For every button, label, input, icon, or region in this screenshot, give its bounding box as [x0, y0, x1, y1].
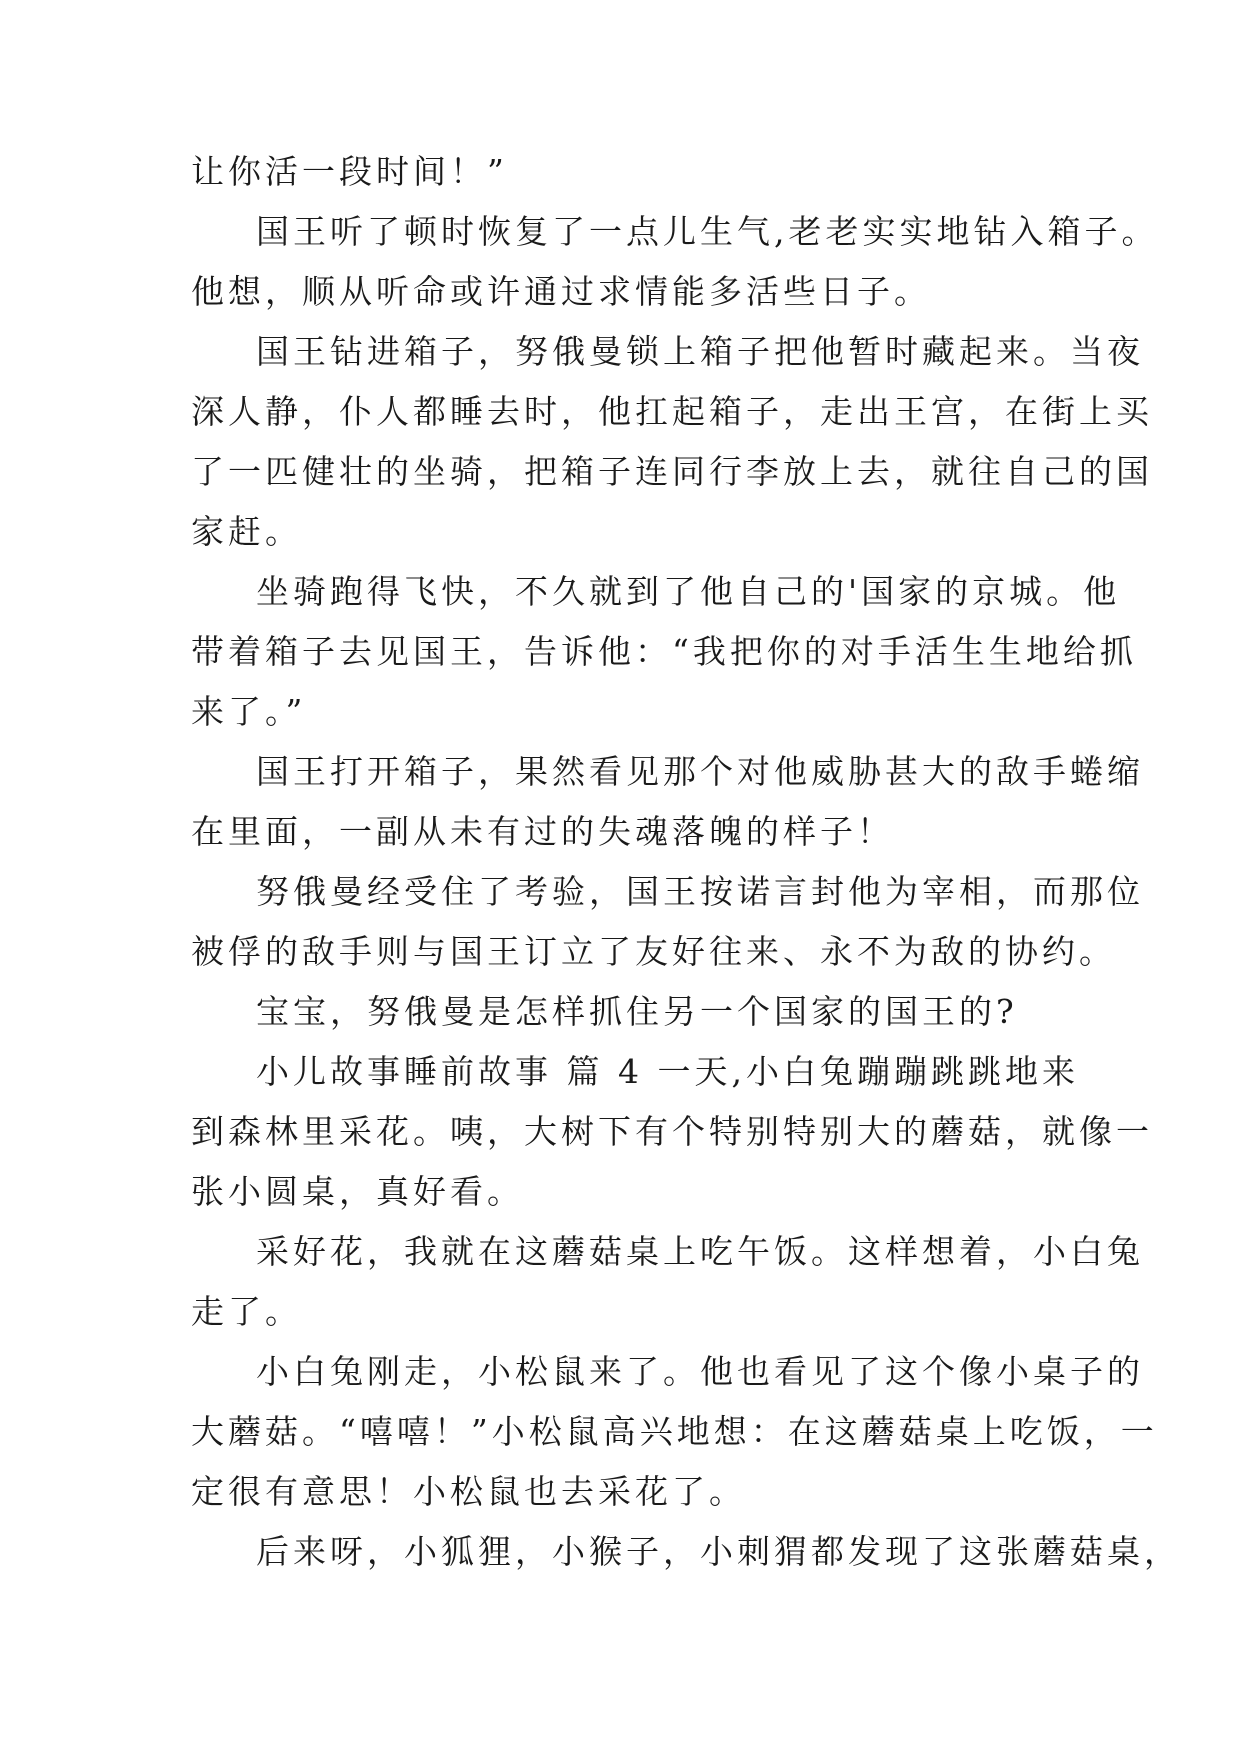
- paragraph-first-line: 国王打开箱子，果然看见那个对他威胁甚大的敌手蜷缩: [256, 752, 1144, 791]
- paragraph-first-line: 采好花，我就在这蘑菇桌上吃午饭。这样想着，小白兔: [256, 1232, 1144, 1271]
- text-line: 他想，顺从听命或许通过求情能多活些日子。: [191, 272, 931, 311]
- paragraph-first-line: 后来呀，小狐狸，小猴子，小刺猬都发现了这张蘑菇桌，: [256, 1532, 1181, 1571]
- paragraph-first-line: 努俄曼经受住了考验，国王按诺言封他为宰相，而那位: [256, 872, 1144, 911]
- paragraph-first-line: 国王听了顿时恢复了一点儿生气,老老实实地钻入箱子。: [256, 212, 1159, 251]
- paragraph-first-line: 坐骑跑得飞快，不久就到了他自己的'国家的京城。他: [256, 572, 1121, 611]
- text-line: 大蘑菇。“嘻嘻！”小松鼠高兴地想：在这蘑菇桌上吃饭，一: [191, 1412, 1158, 1451]
- text-line: 到森林里采花。咦，大树下有个特别特别大的蘑菇，就像一: [191, 1112, 1153, 1151]
- paragraph-first-line: 宝宝，努俄曼是怎样抓住另一个国家的国王的?: [256, 992, 1018, 1031]
- text-line: 被俘的敌手则与国王订立了友好往来、永不为敌的协约。: [191, 932, 1116, 971]
- paragraph-first-line: 小白兔刚走，小松鼠来了。他也看见了这个像小桌子的: [256, 1352, 1144, 1391]
- text-line: 带着箱子去见国王，告诉他：“我把你的对手活生生地给抓: [191, 632, 1137, 671]
- section-heading-line: 小儿故事睡前故事 篇 4 一天,小白兔蹦蹦跳跳地来: [256, 1052, 1079, 1091]
- text-line: 在里面，一副从未有过的失魂落魄的样子！: [191, 812, 894, 851]
- text-line: 了一匹健壮的坐骑，把箱子连同行李放上去，就往自己的国: [191, 452, 1153, 491]
- text-line: 张小圆桌，真好看。: [191, 1172, 524, 1211]
- text-line: 走了。: [191, 1292, 302, 1331]
- text-line: 让你活一段时间！”: [191, 152, 508, 191]
- text-line: 家赶。: [191, 512, 302, 551]
- paragraph-first-line: 国王钻进箱子，努俄曼锁上箱子把他暂时藏起来。当夜: [256, 332, 1144, 371]
- text-line: 深人静，仆人都睡去时，他扛起箱子，走出王宫，在街上买: [191, 392, 1153, 431]
- text-line: 定很有意思！小松鼠也去采花了。: [191, 1472, 746, 1511]
- text-line: 来了。”: [191, 692, 307, 731]
